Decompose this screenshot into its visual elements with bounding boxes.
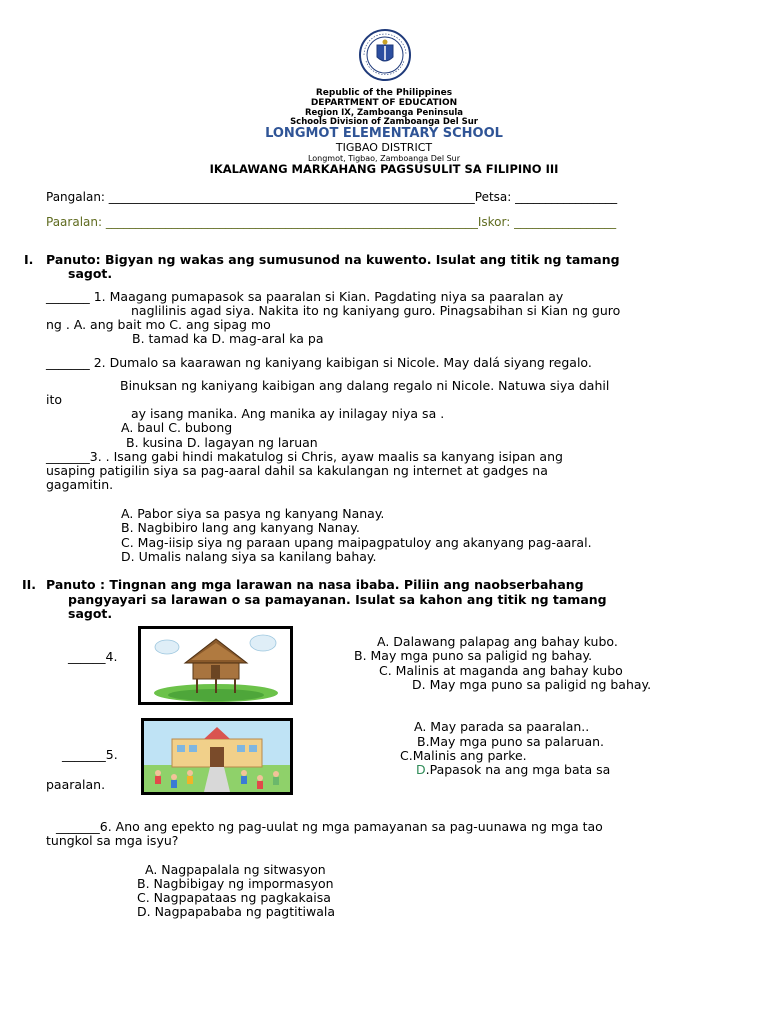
division-label: Schools Division of Zamboanga Del Sur: [290, 117, 478, 127]
question-3-line: _______3. . Isang gabi hindi makatulog si Chris, ayaw maalis sa kanyang isipan ang: [46, 449, 563, 464]
question-5-blank: _______5.: [62, 747, 118, 762]
question-5-choice: C.Malinis ang parke.: [400, 748, 527, 763]
question-5-choice: A. May parada sa paaralan..: [414, 719, 590, 734]
choice-d-text: .Papasok na ang mga bata sa: [425, 762, 611, 777]
district-name: TIGBAO DISTRICT: [335, 141, 433, 154]
section-1-panuto: Panuto: Bigyan ng wakas ang sumusunod na kuwento. Isulat ang titik ng tamang: [46, 252, 620, 267]
question-2-line: ay isang manika. Ang manika ay inilagay niya sa .: [131, 406, 445, 421]
question-6-choice: A. Nagpapalala ng sitwasyon: [145, 862, 326, 877]
question-2-line: Binuksan ng kaniyang kaibigan ang dalang regalo ni Nicole. Natuwa siya dahil: [120, 378, 610, 393]
section-1-panuto-cont: sagot.: [68, 266, 113, 281]
question-4-choice: A. Dalawang palapag ang bahay kubo.: [377, 634, 618, 649]
question-3-choice: B. Nagbibiro lang ang kanyang Nanay.: [121, 520, 360, 535]
region-label: Region IX, Zamboanga Peninsula: [304, 108, 464, 118]
section-2-number: II.: [22, 577, 37, 592]
question-6-choice: B. Nagbibigay ng impormasyon: [137, 876, 334, 891]
question-2-choices: A. baul C. bubong: [121, 420, 233, 435]
question-4-choice: D. May mga puno sa paligid ng bahay.: [412, 677, 652, 692]
question-2-choices: B. kusina D. lagayan ng laruan: [126, 435, 318, 450]
question-5-choice-d: [416, 763, 610, 777]
question-6-choice: C. Nagpapataas ng pagkakaisa: [137, 890, 331, 905]
question-1-line: naglilinis agad siya. Nakita ito ng kaniyang guro. Pinagsabihan si Kian ng guro: [131, 303, 621, 318]
school-children-image: [141, 718, 293, 795]
section-2-panuto-cont: pangyayari sa larawan o sa pamayanan. Isulat sa kahon ang titik ng tamang: [68, 592, 607, 607]
question-4-choice: C. Malinis at maganda ang bahay kubo: [379, 663, 623, 678]
school-name: LONGMOT ELEMENTARY SCHOOL: [265, 126, 503, 141]
section-2-panuto-cont: sagot.: [68, 606, 113, 621]
question-6-line: _______6. Ano ang epekto ng pag-uulat ng mga pamayanan sa pag-uunawa ng mga tao: [56, 819, 603, 834]
choice-d-letter: D: [416, 762, 426, 777]
deped-seal-logo: [350, 28, 420, 82]
question-3-line: gagamitin.: [46, 477, 114, 492]
question-6-line: tungkol sa mga isyu?: [46, 833, 179, 848]
bahay-kubo-image: [138, 626, 293, 705]
question-3-line: usaping patigilin siya sa pag-aaral dahil sa kakulangan ng internet at gadges na: [46, 463, 548, 478]
school-address: Longmot, Tigbao, Zamboanga Del Sur: [307, 154, 461, 163]
question-1-choices: ng . A. ang bait mo C. ang sipag mo: [46, 317, 271, 332]
question-4-blank: ______4.: [68, 649, 118, 664]
question-2-line: ito: [46, 392, 63, 407]
pangalan-field[interactable]: Pangalan: _____________________________________________________________Petsa: _________________: [46, 190, 618, 204]
question-5-choice-d-cont: paaralan.: [46, 777, 106, 792]
section-2-panuto: Panuto : Tingnan ang mga larawan na nasa ibaba. Piliin ang naobserbahang: [46, 577, 584, 592]
section-1-number: I.: [24, 252, 34, 267]
exam-title: IKALAWANG MARKAHANG PAGSUSULIT SA FILIPINO III: [209, 162, 559, 176]
question-5-choice: B.May mga puno sa palaruan.: [417, 734, 604, 749]
question-3-choice: C. Mag-iisip siya ng paraan upang maipagpatuloy ang akanyang pag-aaral.: [121, 535, 592, 550]
question-2-line: _______ 2. Dumalo sa kaarawan ng kaniyang kaibigan si Nicole. May dalá siyang regalo.: [46, 355, 592, 370]
question-1-line: _______ 1. Maagang pumapasok sa paaralan si Kian. Pagdating niya sa paaralan ay: [46, 289, 564, 304]
republic-label: Republic of the Philippines: [315, 88, 453, 98]
question-4-choice: B. May mga puno sa paligid ng bahay.: [354, 648, 593, 663]
paaralan-field[interactable]: Paaralan: ______________________________________________________________Iskor: _________________: [46, 215, 617, 229]
department-label: DEPARTMENT OF EDUCATION: [310, 98, 458, 108]
question-6-choice: D. Nagpapababa ng pagtitiwala: [137, 904, 335, 919]
question-3-choice: A. Pabor siya sa pasya ng kanyang Nanay.: [121, 506, 385, 521]
question-1-choices: B. tamad ka D. mag-aral ka pa: [132, 331, 324, 346]
question-3-choice: D. Umalis nalang siya sa kanilang bahay.: [121, 549, 377, 564]
